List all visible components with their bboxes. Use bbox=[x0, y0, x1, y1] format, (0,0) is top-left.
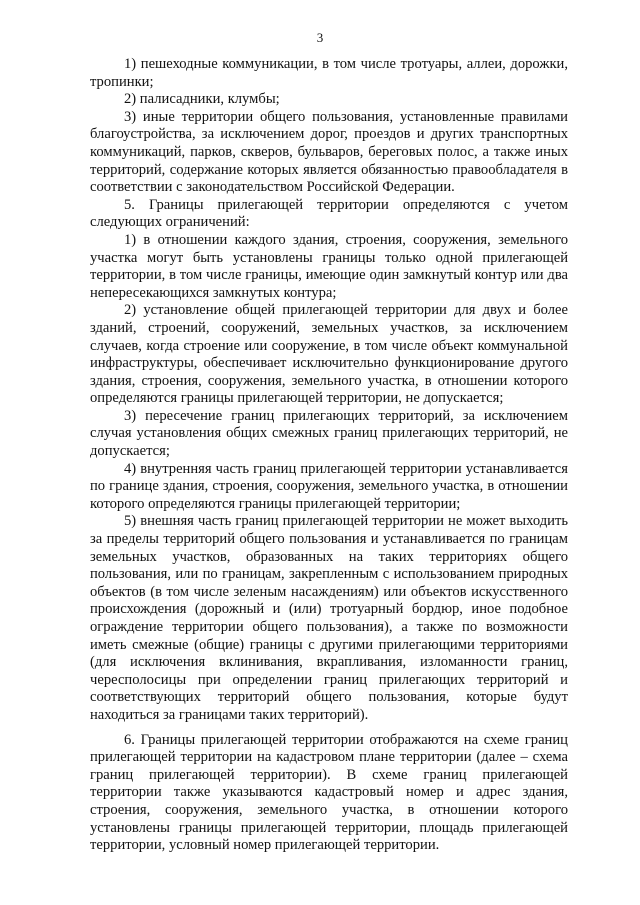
paragraph-restriction-3: 3) пересечение границ прилегающих территорий, за исключением случая установления общих смежных границ прилегающих территорий, не допускается; bbox=[90, 407, 568, 460]
paragraph-section-5: 5. Границы прилегающей территории определяются с учетом следующих ограничений: bbox=[90, 196, 568, 231]
page-number: 3 bbox=[316, 30, 324, 45]
paragraph-restriction-5: 5) внешняя часть границ прилегающей территории не может выходить за пределы территорий общего пользования и устанавливается по границам земельных участков, образованных на таких территориях общего пользования, или по границам, закрепленным с использованием природных объектов (в том числе зеленым насаждениям) или объектов искусственного происхождения (дорожный и (или) тротуарный бордюр, иное подобное ограждение территории общего пользования), а также по возможности иметь смежные (общие) границы с другими прилегающими территориями (для исключения вклинивания, вкрапливания, изломанности границ, чересполосицы при определении границ прилегающих территорий и соответствующих территорий общего пользования, которые будут находиться за границами таких территорий). bbox=[90, 513, 568, 723]
paragraph-restriction-1: 1) в отношении каждого здания, строения, сооружения, земельного участка могут быть установлены границы только одной прилегающей территории, в том числе границы, имеющие один замкнутый контур или два непересекающихся замкнутых контура; bbox=[90, 231, 568, 301]
paragraph-section-6: 6. Границы прилегающей территории отображаются на схеме границ прилегающей территории на кадастровом плане территории (далее – схема границ прилегающей территории). В схеме границ прилегающей территории также указываются кадастровый номер и адрес здания, строения, сооружения, земельного участка, в отношении которого установлены границы прилегающей территории, площадь прилегающей территории, условный номер прилегающей территории. bbox=[90, 731, 568, 854]
document-body bbox=[90, 56, 568, 855]
paragraph-restriction-4: 4) внутренняя часть границ прилегающей территории устанавливается по границе здания, строения, сооружения, земельного участка, в отношении которого определяются границы прилегающей территории; bbox=[90, 460, 568, 512]
paragraph-item-1: 1) пешеходные коммуникации, в том числе тротуары, аллеи, дорожки, тропинки; bbox=[90, 56, 568, 90]
paragraph-restriction-2: 2) установление общей прилегающей территории для двух и более зданий, строений, сооружений, земельных участков, за исключением случаев, когда строение или сооружение, в том числе объект коммунальной инфраструктуры, обеспечивает исключительно функционирование другого здания, строения, сооружения, земельного участка, в отношении которого определяются границы прилегающей территории, не допускается; bbox=[90, 302, 568, 407]
paragraph-item-2: 2) палисадники, клумбы; bbox=[124, 91, 280, 108]
paragraph-item-3: 3) иные территории общего пользования, установленные правилами благоустройства, за исключением дорог, проездов и других транспортных коммуникаций, парков, скверов, бульваров, береговых полос, а также иных территорий, содержание которых является обязанностью правообладателя в соответствии с законодательством Российской Федерации. bbox=[90, 108, 568, 196]
